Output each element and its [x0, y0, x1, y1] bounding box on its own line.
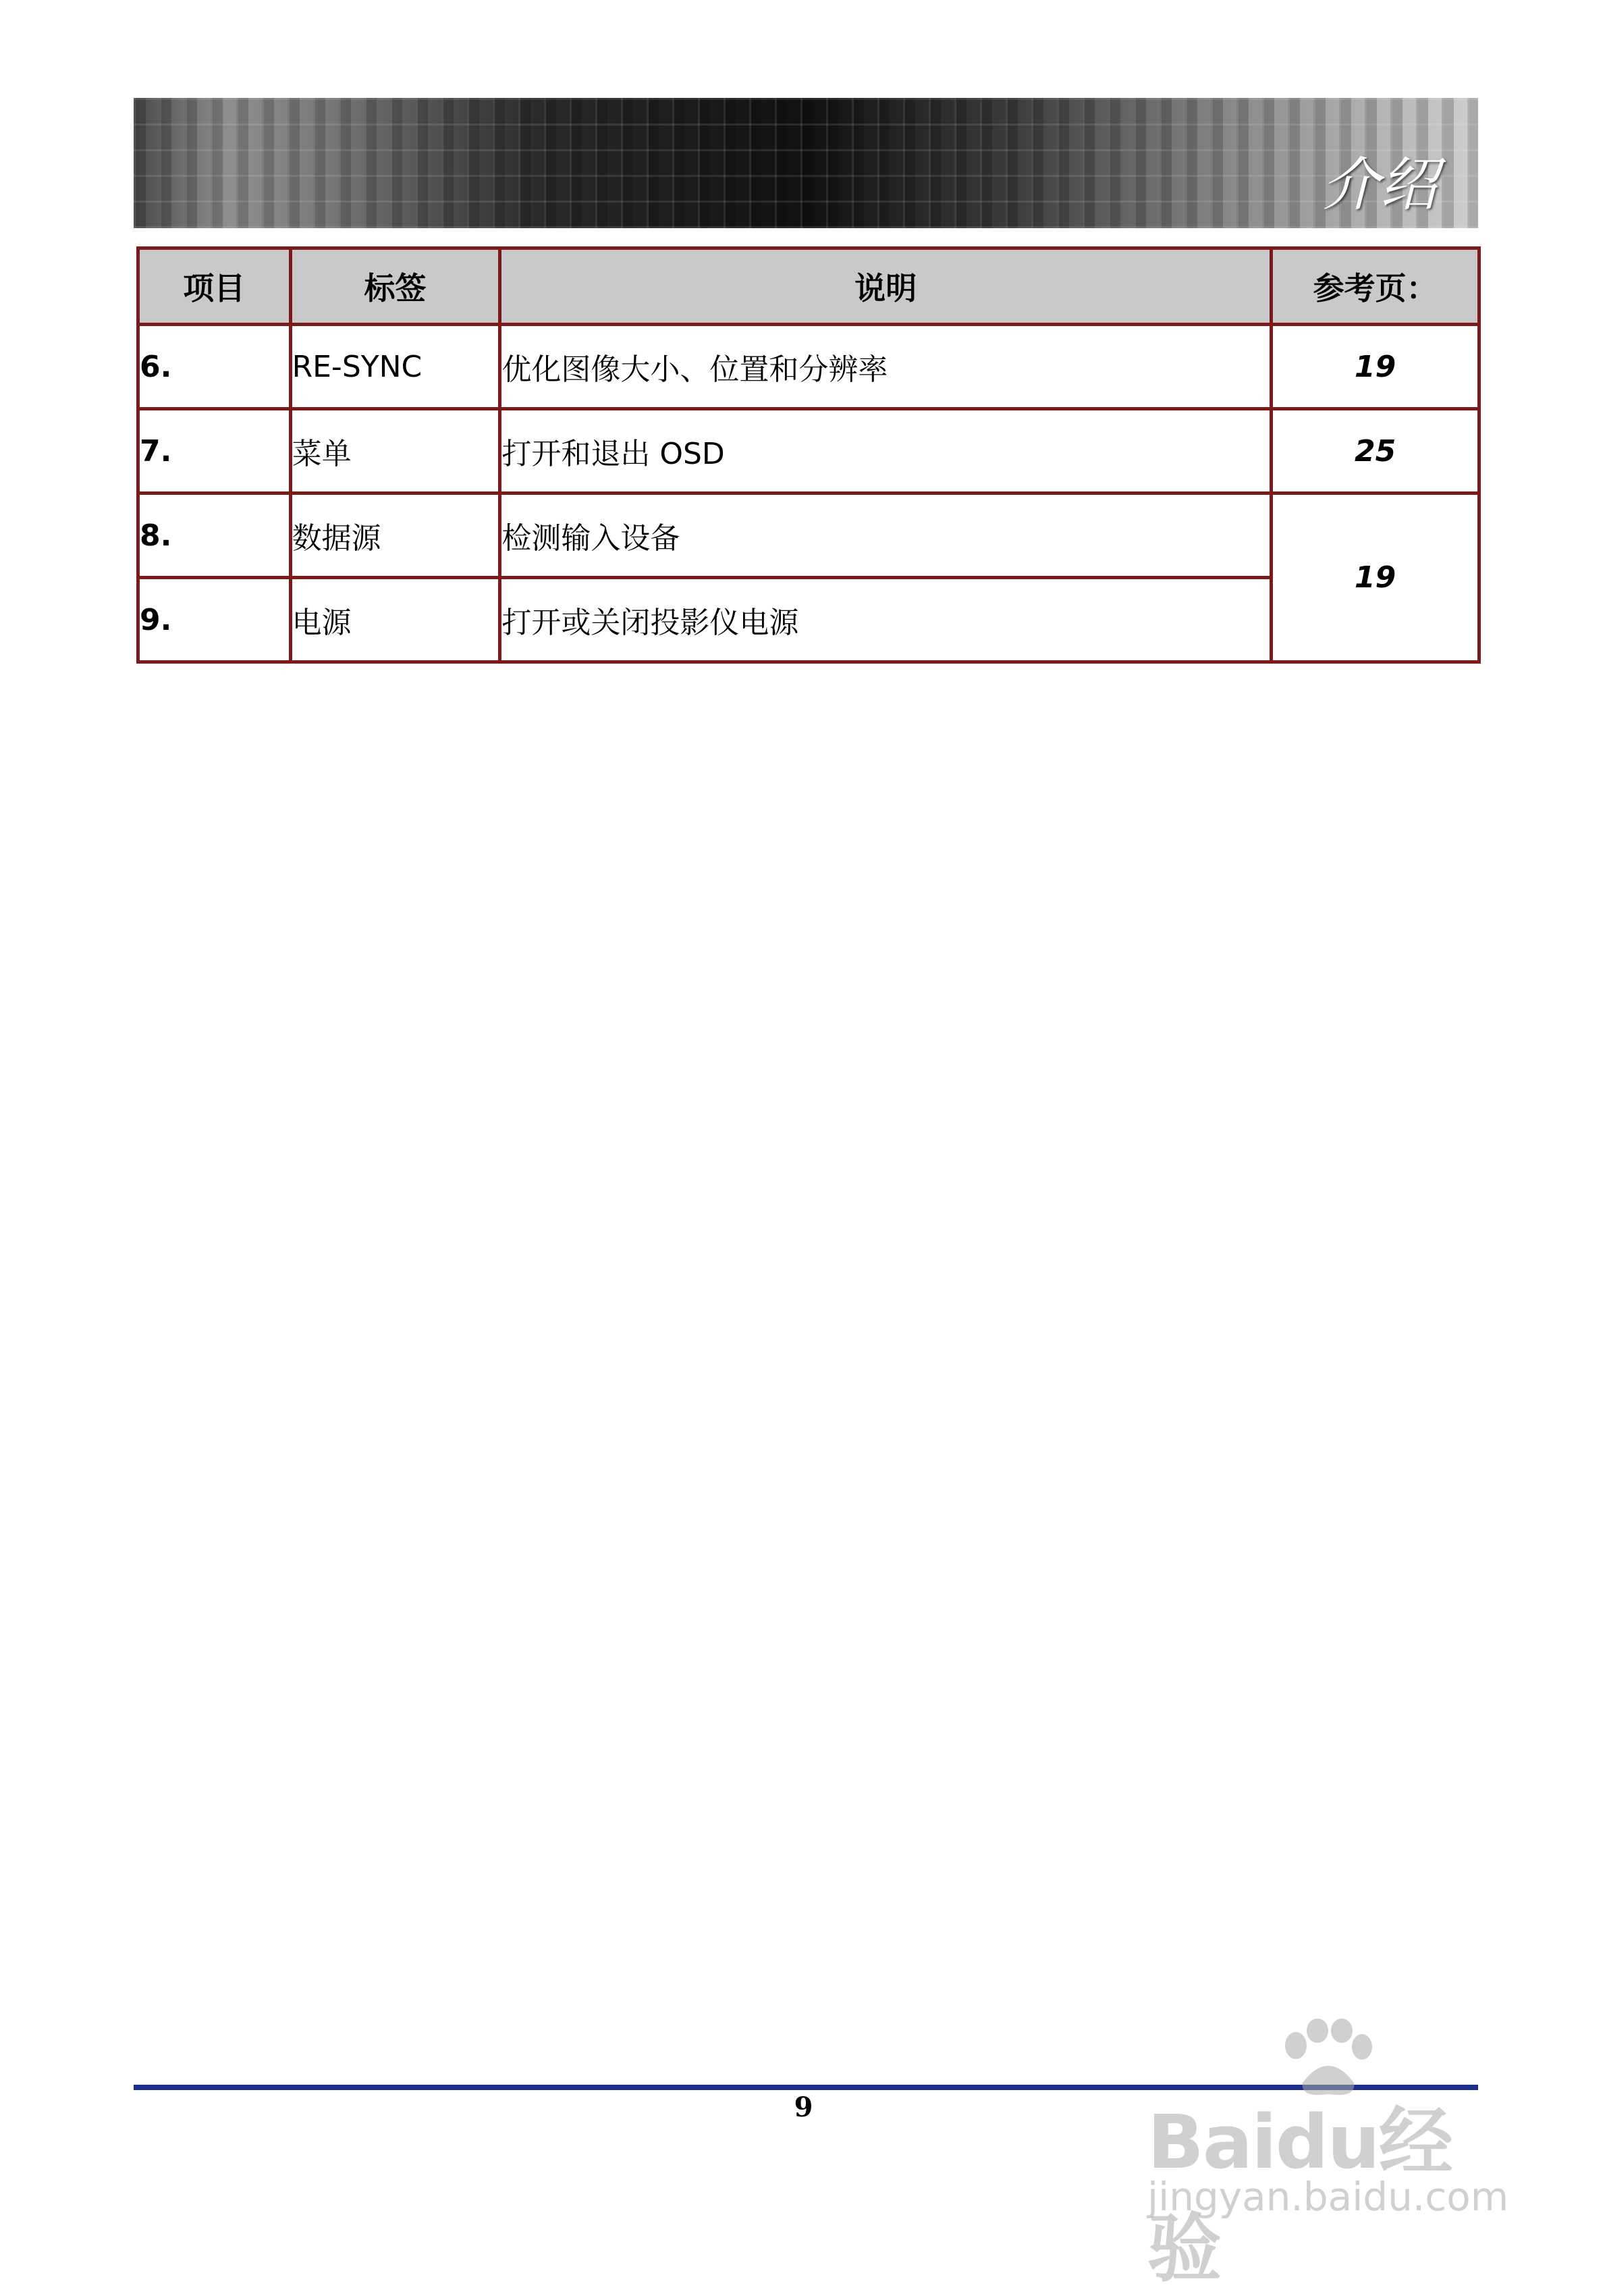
watermark-url: jingyan.baidu.com	[1147, 2174, 1509, 2220]
table-header-row	[138, 248, 1479, 325]
header-description: 说明	[500, 248, 1272, 325]
item-number: 6.	[138, 325, 291, 409]
section-title: 介绍	[1322, 151, 1438, 219]
reference-page: 19	[1272, 325, 1479, 409]
item-description: 优化图像大小、位置和分辨率	[500, 325, 1272, 409]
table-row	[138, 325, 1479, 409]
item-label: 数据源	[290, 493, 500, 578]
watermark-brand: Baidu经验	[1147, 2099, 1452, 2292]
item-description: 打开和退出 OSD	[500, 409, 1272, 493]
page-number: 9	[794, 2091, 813, 2123]
table-row	[138, 409, 1479, 493]
item-number: 7.	[138, 409, 291, 493]
item-label: 电源	[290, 578, 500, 662]
item-label: RE-SYNC	[290, 325, 500, 409]
reference-page: 25	[1272, 409, 1479, 493]
item-label: 菜单	[290, 409, 500, 493]
item-description: 打开或关闭投影仪电源	[500, 578, 1272, 662]
header-banner	[134, 98, 1478, 228]
header-label: 标签	[290, 248, 500, 325]
items-table	[136, 246, 1481, 664]
header-reference-page: 参考页：	[1272, 248, 1479, 325]
header-item: 项目	[138, 248, 291, 325]
watermark	[1141, 2019, 1519, 2292]
table-row	[138, 493, 1479, 578]
reference-page: 19	[1272, 493, 1479, 662]
item-number: 8.	[138, 493, 291, 578]
item-description: 检测输入设备	[500, 493, 1272, 578]
item-number: 9.	[138, 578, 291, 662]
